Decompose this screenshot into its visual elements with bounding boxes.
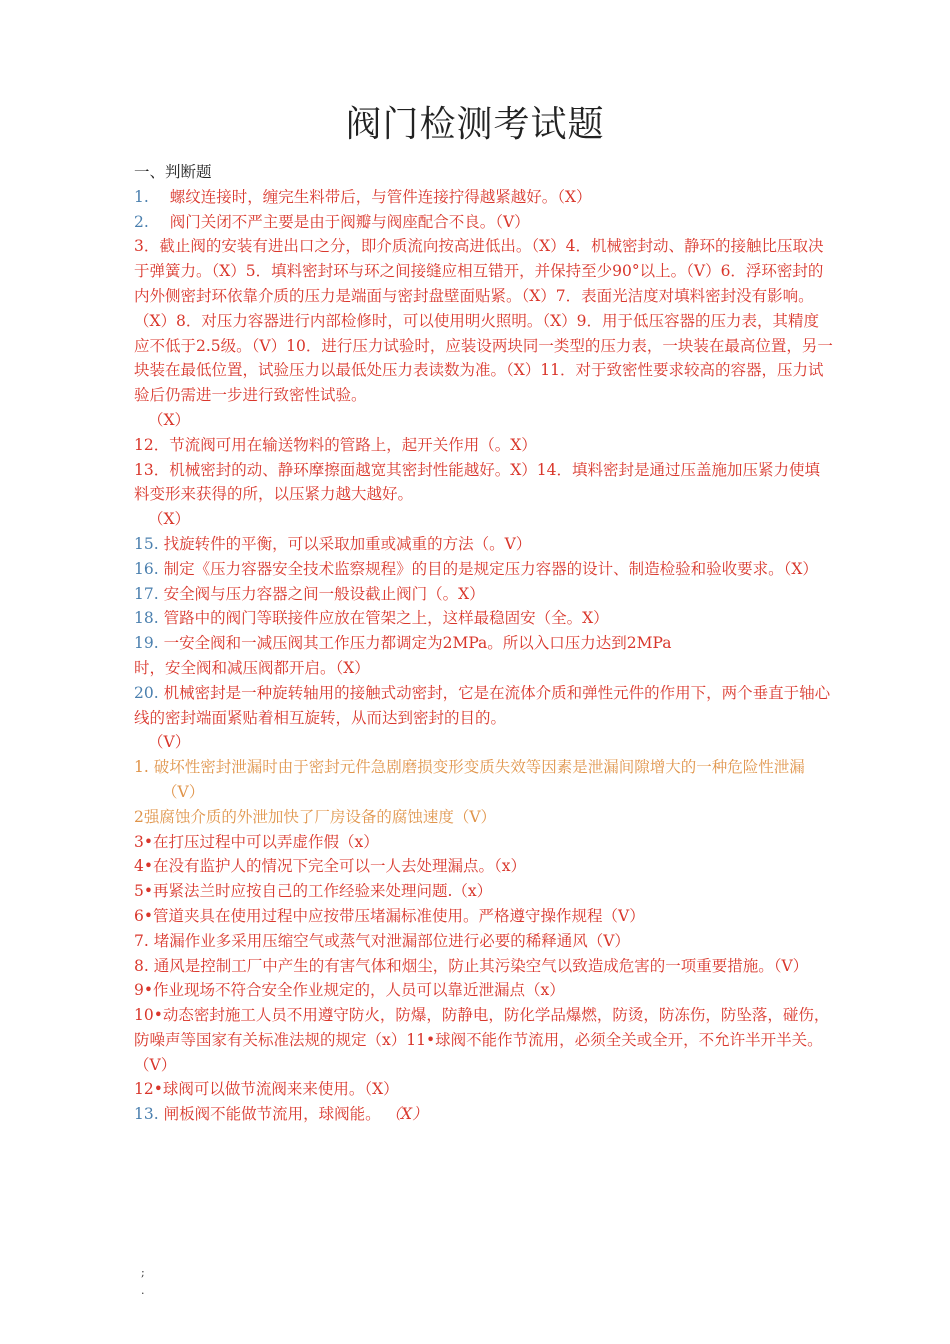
question-item-18 [134,606,834,631]
question-item-17 [134,582,834,607]
question-item-c12: 12•球阀可以做节流阀来来使用。（X） [134,1080,399,1099]
question-item-c1: 1. 破坏性密封泄漏时由于密封元件急剧磨损变形变质失效等因素是泄漏间隙增大的一种危险性泄漏（V） [134,758,805,801]
footer-mark: ; [141,1266,145,1279]
question-item-19 [134,631,834,656]
question-number: 18. [134,609,159,628]
question-text: 制定《压力容器安全技术监察规程》的目的是规定压力容器的设计、制造检验和验收要求。（X） [163,559,818,578]
question-number: 17. [134,584,159,603]
question-number: 19. [134,634,159,653]
question-item-c4: 4•在没有监护人的情况下完全可以一人去处理漏点。（x） [134,857,526,876]
question-number: 13. [134,1105,159,1124]
question-paragraph-3-11: 3．截止阀的安装有进出口之分，即介质流向按高进低出。（X）4．机械密封动、静环的接触比压取决于弹簧力。（X）5．填料密封环与环之间接缝应相互错开，并保持至少90°以上。（V）6．浮环密封的内外侧密封环依靠介质的压力是端面与密封盘壁面贴紧。（X）7．表面光洁度对填料密封没有影响。（X）8．对压力容器进行内部检修时，可以使用明火照明。（X）9．用于低压容器的压力表，其精度应不低于2.5级。（V）10．进行压力试验时，应装设两块同一类型的压力表，一块装在最高位置，另一块装在最低位置，试验压力以最低处压力表读数为准。（X）11．对于致密性要求较高的容器，压力试验后仍需进一步进行致密性试验。 [134,237,833,405]
page-title: 阀门检测考试题 [345,104,605,145]
question-number: 16. [134,559,159,578]
question-answer: （X） [148,510,191,529]
footer-mark: . [141,1284,145,1297]
question-item-c8: 8. 通风是控制工厂中产生的有害气体和烟尘，防止其污染空气以致造成危害的一项重要措施。（V） [134,956,809,975]
question-item-15 [134,532,834,557]
question-text: 管路中的阀门等联接件应放在管架之上，这样最稳固安（全。X） [163,609,609,628]
question-item-c3: 3•在打压过程中可以弄虚作假（x） [134,832,379,851]
question-item-c6: 6•管道夹具在使用过程中应按带压堵漏标准使用。严格遵守操作规程（V） [134,906,645,925]
question-item-c7: 7. 堵漏作业多采用压缩空气或蒸气对泄漏部位进行必要的稀释通风（V） [134,931,630,950]
question-item-12: 12．节流阀可用在输送物料的管路上，起开关作用（。X） [134,435,537,454]
question-answer: （X） [148,410,191,429]
question-number: 2. [134,212,149,231]
question-list [134,160,834,1127]
question-number: 20. [134,683,159,702]
question-item-16 [134,557,834,582]
question-item-c13 [134,1102,834,1127]
question-answer: （V） [148,733,191,752]
question-text: 一安全阀和一减压阀其工作压力都调定为2MPa。所以入口压力达到2MPa [163,634,672,653]
question-item-20 [134,681,834,731]
question-item-c9: 9•作业现场不符合安全作业规定的，人员可以靠近泄漏点（x） [134,981,565,1000]
question-item-19-cont: 时，安全阀和减压阀都开启。（X） [134,658,370,677]
question-number: 15. [134,534,159,553]
question-answer: （X） [385,1105,428,1124]
section-heading: 一、判断题 [134,163,212,181]
question-item-c5: 5•再紧法兰时应按自己的工作经验来处理问题.（x） [134,882,493,901]
question-text: 螺纹连接时，缠完生料带后，与管件连接拧得越紧越好。（X） [169,187,592,206]
question-item-c10-11: 10•动态密封施工人员不用遵守防火，防爆，防静电，防化学品爆燃，防烫，防冻伤，防坠落，碰伤，防噪声等国家有关标准法规的规定（x）11•球阀不能作节流用，必须全关或全开，不允许半开半关。（V） [134,1006,830,1074]
question-item-2 [134,210,834,235]
question-text: 阀门关闭不严主要是由于阀瓣与阀座配合不良。（V） [169,212,530,231]
question-text: 机械密封是一种旋转轴用的接触式动密封，它是在流体介质和弹性元件的作用下，两个垂直于轴心线的密封端面紧贴着相互旋转，从而达到密封的目的。 [134,683,831,727]
question-text: 安全阀与压力容器之间一般设截止阀门（。X） [163,584,485,603]
question-paragraph-13-14: 13．机械密封的动、静环摩擦面越宽其密封性能越好。X）14．填料密封是通过压盖施加压紧力使填料变形来获得的所，以压紧力越大越好。 [134,460,820,504]
question-item-c2: 2强腐蚀介质的外泄加快了厂房设备的腐蚀速度（V） [134,807,497,826]
question-text: 找旋转件的平衡，可以采取加重或减重的方法（。V） [163,534,532,553]
question-number: 1. [134,187,149,206]
question-text: 闸板阀不能做节流用，球阀能。 [163,1105,381,1124]
question-item-1 [134,185,834,210]
